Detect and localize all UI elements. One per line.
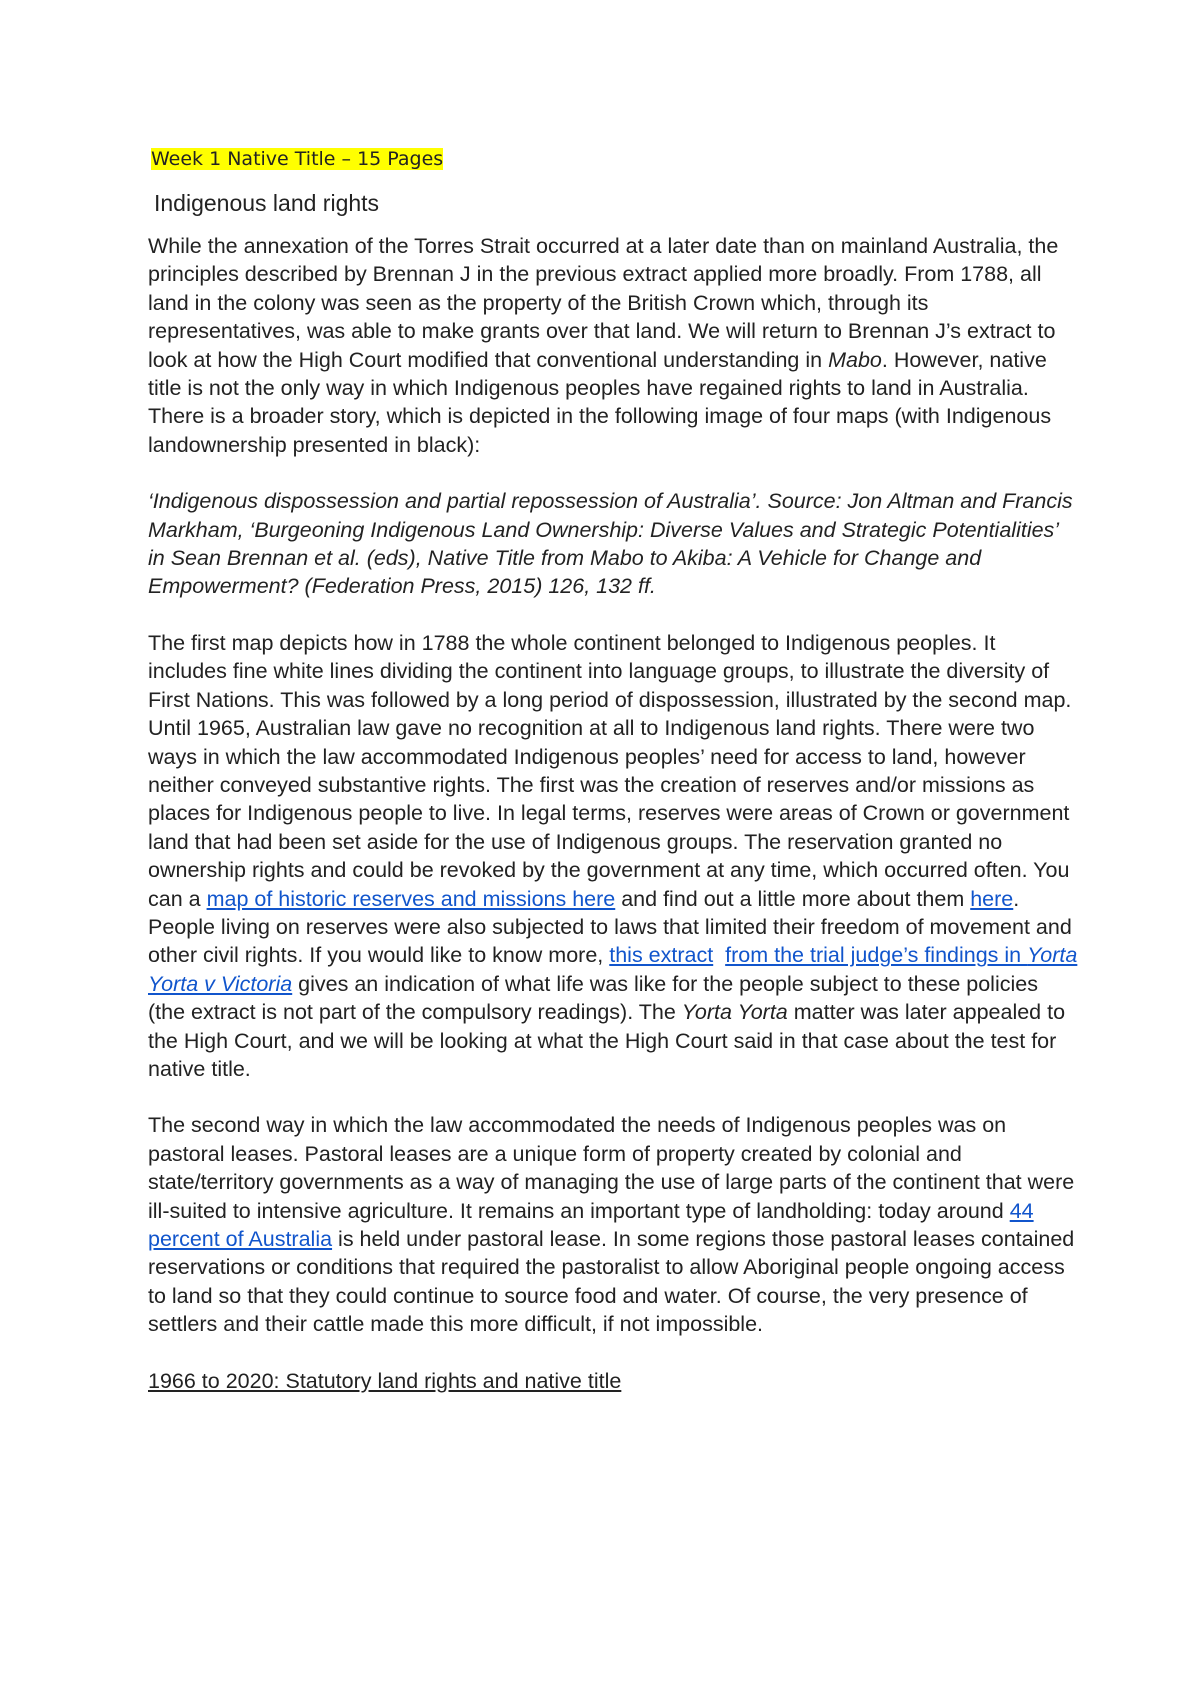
para2-text-1: The first map depicts how in 1788 the whole continent belonged to Indigenous peoples. It includes fine white lines dividing the continent into language groups, to illustrate the diversity of First Nations. This was followed by a long period of dispossession, illustrated by the second map. Until 1965, Australian law gave no recognition at all to Indigenous land rights. There were two ways in which the law accommodated Indigenous peoples’ need for access to land, however neither conveyed substantive rights. The first was the creation of reserves and/or missions as places for Indigenous people to live. In legal terms, reserves were areas of Crown or government land that had been set aside for the use of Indigenous groups. The reservation granted no ownership rights and could be revoked by the government at any time, which occurred often. You can a	[148, 630, 1072, 911]
link-case-name: Yorta Yorta v Victoria	[148, 943, 1078, 996]
paragraph-first-map	[148, 629, 1078, 1084]
map-caption: ‘Indigenous dispossession and partial repossession of Australia’. Source: Jon Altman and Francis Markham, ‘Burgeoning Indigenous Land Ownership: Diverse Values and Strategic Potentialities’ in Sean Brennan et al. (eds), Native Title from Mabo to Akiba: A Vehicle for Change and Empowerment? (Federation Press, 2015) 126, 132 ff.	[148, 489, 1073, 599]
para2-text-6: matter was later appealed to the High Court, and we will be looking at what the High Court said in that case about the test for native title.	[148, 1000, 1066, 1081]
subheading-text: 1966 to 2020: Statutory land rights and native title	[148, 1368, 622, 1393]
link-44-percent[interactable]: 44 percent of Australia	[148, 1198, 1034, 1251]
link-here[interactable]: here	[970, 886, 1014, 911]
para1-text-2: . However, native title is not the only way in which Indigenous peoples have regained rights to land in Australia. There is a broader story, which is depicted in the following image of four maps (with Indigenous landownership presented in black):	[148, 347, 1052, 457]
document-content	[148, 146, 1078, 1395]
para1-text-1: While the annexation of the Torres Strait occurred at a later date than on mainland Australia, the principles described by Brennan J in the previous extract applied more broadly. From 1788, all land in the colony was seen as the property of the British Crown which, through its representatives, was able to make grants over that land. We will return to Brennan J’s extract to look at how the High Court modified that conventional understanding in	[148, 234, 1059, 372]
para2-text-3: . People living on reserves were also subjected to laws that limited their freedom of movement and other civil rights. If you would like to know more,	[148, 886, 1072, 968]
week-title	[150, 146, 444, 172]
section-title: Indigenous land rights	[154, 190, 380, 216]
paragraph-pastoral-leases	[148, 1111, 1078, 1338]
subheading-statutory-rights	[148, 1367, 1078, 1395]
para3-text-2: is held under pastoral lease. In some regions those pastoral leases contained reservations or conditions that required the pastoralist to allow Aboriginal people ongoing access to land so that they could continue to source food and water. Of course, the very presence of settlers and their cattle made this more difficult, if not impossible.	[148, 1227, 1075, 1337]
para2-text-5: gives an indication of what life was like for the people subject to these policies (the extract is not part of the compulsory readings). The	[148, 971, 1038, 1025]
week-title-highlight: Week 1 Native Title – 15 Pages	[151, 148, 444, 170]
para2-text-4	[713, 943, 725, 967]
link-trial-findings-text: from the trial judge’s findings in	[725, 943, 1028, 968]
para2-text-2: and find out a little more about them	[615, 886, 971, 911]
paragraph-annexation	[148, 232, 1078, 459]
para2-yorta: Yorta Yorta	[681, 1000, 788, 1025]
para3-text-1: The second way in which the law accommodated the needs of Indigenous peoples was on pastoral leases. Pastoral leases are a unique form of property created by colonial and state/territory governments as a way of managing the use of large parts of the continent that were ill-suited to intensive agriculture. It remains an important type of landholding: today around	[148, 1113, 1075, 1223]
para1-mabo: Mabo	[828, 347, 882, 372]
link-this-extract[interactable]: this extract	[609, 943, 714, 968]
link-map-reserves[interactable]: map of historic reserves and missions here	[206, 886, 616, 911]
